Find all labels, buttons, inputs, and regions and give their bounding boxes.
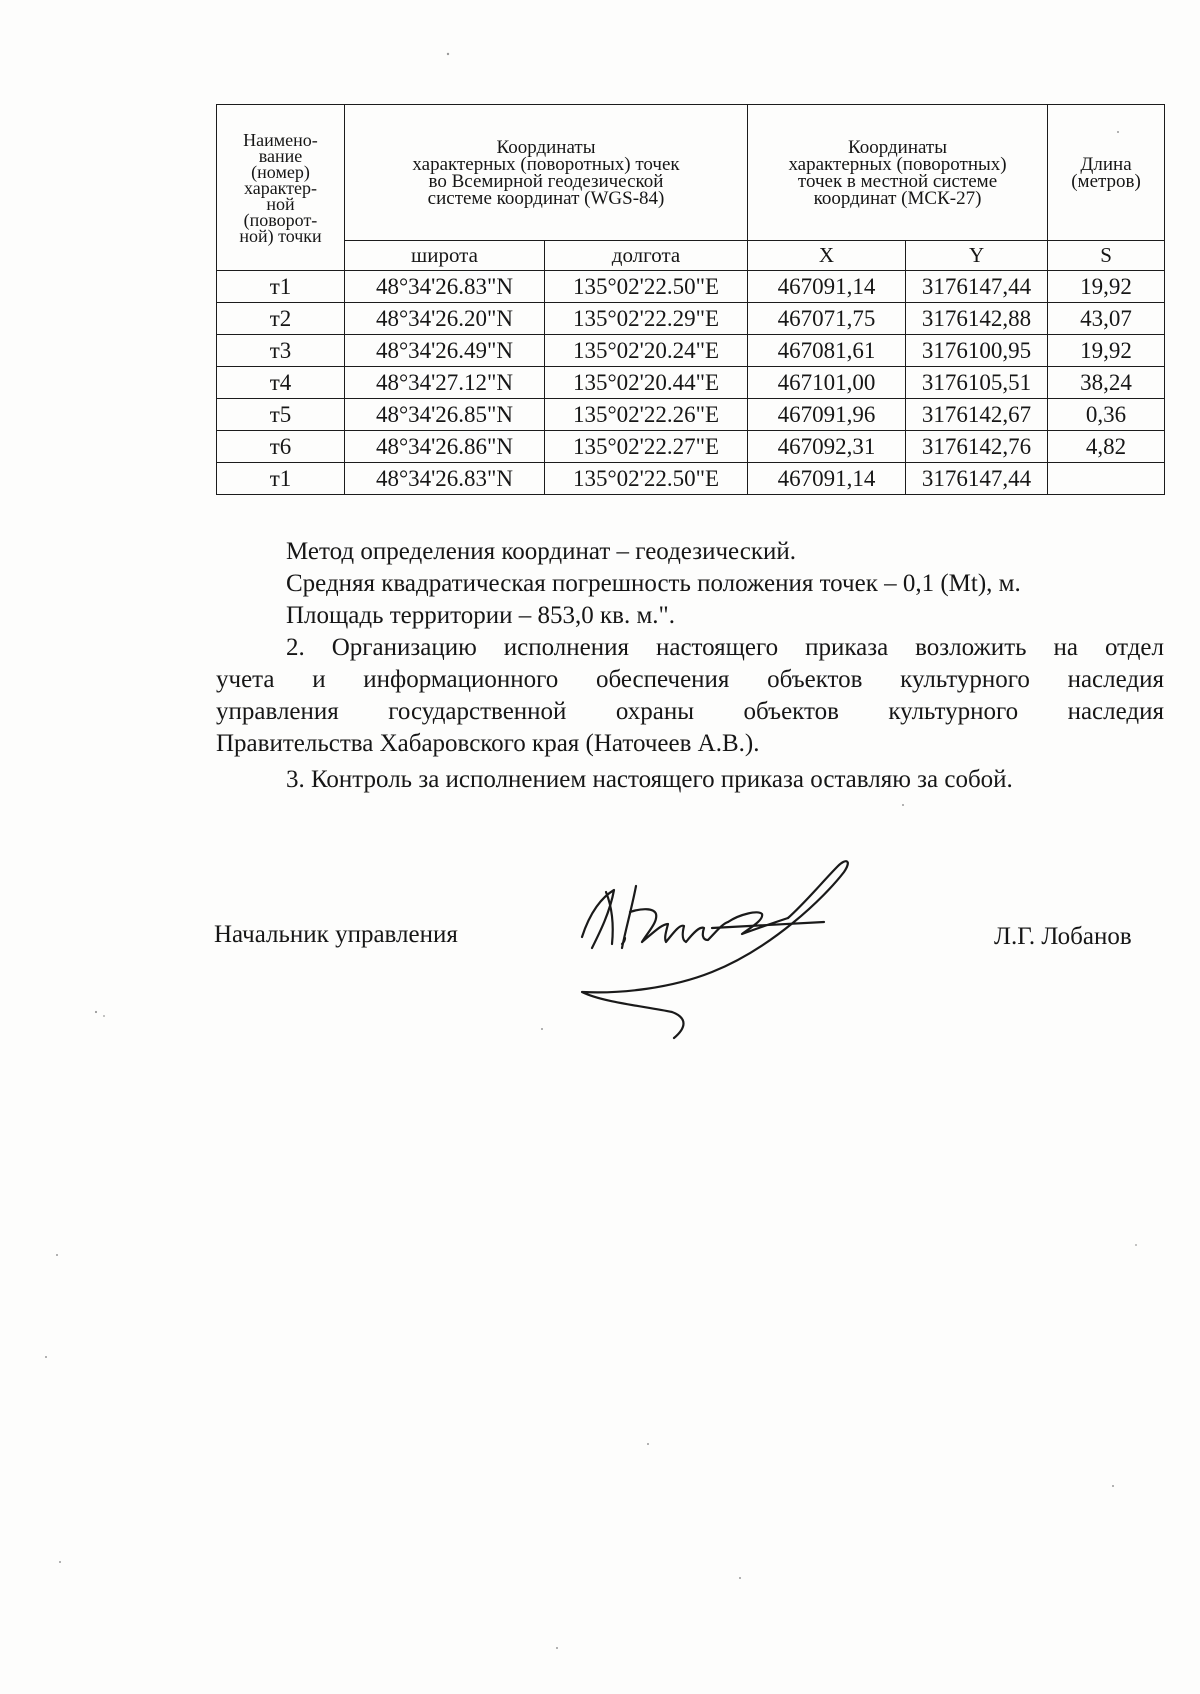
cell-latitude: 48°34'26.20"N [345, 303, 545, 335]
cell-point: т5 [217, 399, 345, 431]
cell-length: 4,82 [1048, 431, 1165, 463]
cell-x: 467091,14 [748, 463, 906, 495]
cell-x: 467071,75 [748, 303, 906, 335]
header-x: X [748, 241, 906, 271]
item2-line-1: 2. Организацию исполнения настоящего приказа возложить на отдел [286, 634, 1164, 661]
item2-line-4: Правительства Хабаровского края (Наточеев А.В.). [216, 730, 760, 757]
signer-position: Начальник управления [214, 921, 458, 948]
cell-point: т4 [217, 367, 345, 399]
header-latitude: широта [345, 241, 545, 271]
cell-longitude: 135°02'22.27"E [545, 431, 748, 463]
cell-point: т2 [217, 303, 345, 335]
cell-x: 467091,96 [748, 399, 906, 431]
cell-y: 3176142,76 [906, 431, 1048, 463]
cell-point: т3 [217, 335, 345, 367]
cell-longitude: 135°02'22.50"E [545, 271, 748, 303]
method-line: Метод определения координат – геодезический. [286, 538, 796, 565]
cell-longitude: 135°02'22.50"E [545, 463, 748, 495]
cell-longitude: 135°02'20.24"E [545, 335, 748, 367]
cell-length: 38,24 [1048, 367, 1165, 399]
area-line: Площадь территории – 853,0 кв. м.". [286, 602, 675, 629]
error-line: Средняя квадратическая погрешность положения точек – 0,1 (Mt), м. [286, 570, 1021, 597]
item2-line-3: управления государственной охраны объектов культурного наследия [216, 698, 1164, 725]
cell-length: 0,36 [1048, 399, 1165, 431]
cell-y: 3176142,67 [906, 399, 1048, 431]
cell-x: 467092,31 [748, 431, 906, 463]
cell-length: 19,92 [1048, 271, 1165, 303]
header-y: Y [906, 241, 1048, 271]
cell-x: 467101,00 [748, 367, 906, 399]
header-length: Длина (метров) [1048, 105, 1165, 241]
cell-latitude: 48°34'26.86"N [345, 431, 545, 463]
cell-point: т1 [217, 271, 345, 303]
cell-x: 467081,61 [748, 335, 906, 367]
cell-longitude: 135°02'22.26"E [545, 399, 748, 431]
header-point-name: Наимено- вание (номер) характер- ной (поворот- ной) точки [217, 105, 345, 271]
cell-y: 3176105,51 [906, 367, 1048, 399]
signer-name: Л.Г. Лобанов [994, 923, 1132, 950]
cell-point: т6 [217, 431, 345, 463]
header-msk27-group: Координаты характерных (поворотных) точек в местной системе координат (МСК-27) [748, 105, 1048, 241]
item3-line: 3. Контроль за исполнением настоящего приказа оставляю за собой. [286, 766, 1013, 793]
cell-latitude: 48°34'26.85"N [345, 399, 545, 431]
header-wgs84-group: Координаты характерных (поворотных) точек во Всемирной геодезической системе координат (WGS-84) [345, 105, 748, 241]
header-s: S [1048, 241, 1165, 271]
cell-length: 19,92 [1048, 335, 1165, 367]
cell-longitude: 135°02'20.44"E [545, 367, 748, 399]
cell-latitude: 48°34'26.83"N [345, 271, 545, 303]
cell-y: 3176147,44 [906, 271, 1048, 303]
cell-latitude: 48°34'27.12"N [345, 367, 545, 399]
cell-x: 467091,14 [748, 271, 906, 303]
cell-y: 3176142,88 [906, 303, 1048, 335]
cell-latitude: 48°34'26.49"N [345, 335, 545, 367]
cell-y: 3176100,95 [906, 335, 1048, 367]
cell-y: 3176147,44 [906, 463, 1048, 495]
cell-length: 43,07 [1048, 303, 1165, 335]
cell-point: т1 [217, 463, 345, 495]
item2-line-2: учета и информационного обеспечения объектов культурного наследия [216, 666, 1164, 693]
cell-latitude: 48°34'26.83"N [345, 463, 545, 495]
header-longitude: долгота [545, 241, 748, 271]
cell-longitude: 135°02'22.29"E [545, 303, 748, 335]
